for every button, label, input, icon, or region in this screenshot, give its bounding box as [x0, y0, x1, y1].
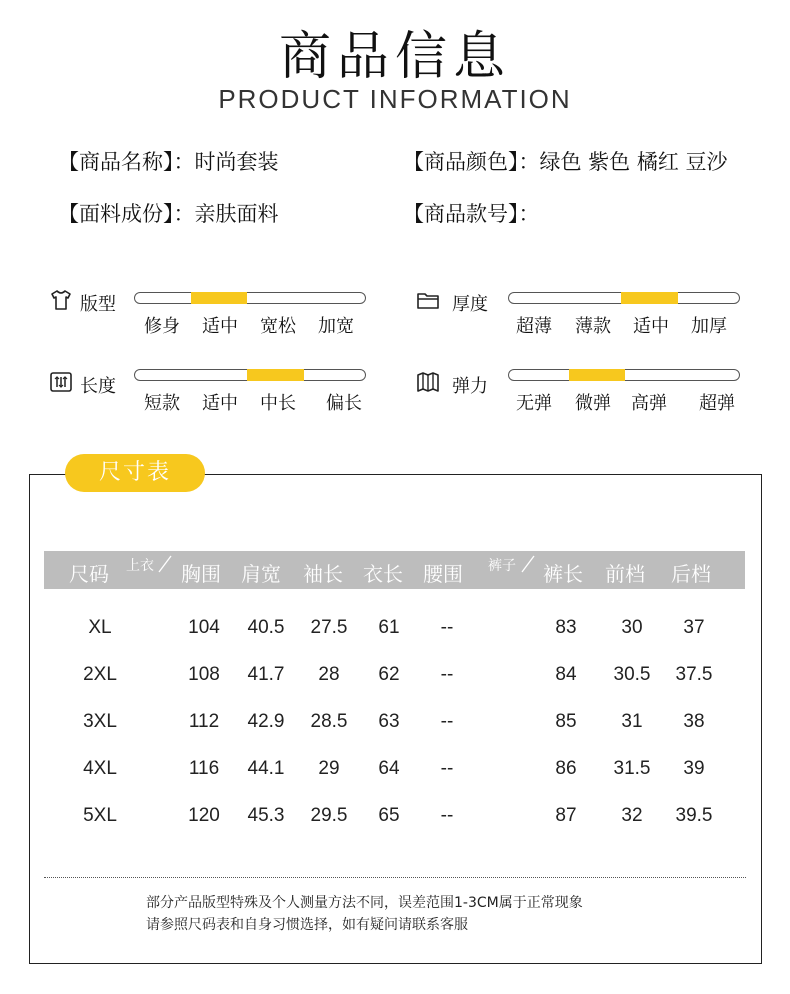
- cell-back-rise: 38: [683, 711, 705, 732]
- header-divider-slash: [521, 555, 535, 573]
- attr-thickness-level: 超薄: [516, 316, 552, 337]
- cell-back-rise: 39: [683, 758, 705, 779]
- cell-front-rise: 30.5: [613, 664, 651, 685]
- attr-length-level: 短款: [144, 393, 180, 414]
- header-top-group: 上衣: [126, 558, 154, 574]
- attr-stretch-level: 超弹: [699, 393, 735, 414]
- cell-back-rise: 39.5: [675, 805, 713, 826]
- cell-sleeve: 29: [318, 758, 340, 779]
- cell-shoulder: 44.1: [247, 758, 285, 779]
- cell-length: 63: [378, 711, 400, 732]
- attr-length-level: 偏长: [326, 393, 362, 414]
- cell-sleeve: 28: [318, 664, 340, 685]
- cell-pants-length: 84: [555, 664, 577, 685]
- note-line-2: 请参照尺码表和自身习惯选择，如有疑问请联系客服: [146, 917, 468, 933]
- cell-sleeve: 28.5: [310, 711, 348, 732]
- info-color: 【商品颜色】：绿色 紫色 橘红 豆沙: [403, 150, 728, 174]
- attr-fit-level: 宽松: [260, 316, 296, 337]
- cell-back-rise: 37: [683, 617, 705, 638]
- cell-front-rise: 32: [621, 805, 643, 826]
- cell-waist: --: [440, 758, 454, 779]
- cell-waist: --: [440, 664, 454, 685]
- attr-stretch-bar: [508, 369, 740, 381]
- header-shoulder: 肩宽: [241, 562, 281, 586]
- header-front-rise: 前档: [605, 562, 645, 586]
- attr-fit-level: 适中: [202, 316, 238, 337]
- cell-size: 5XL: [83, 805, 117, 826]
- header-size: 尺码: [69, 562, 109, 586]
- cell-size: 3XL: [83, 711, 117, 732]
- cell-back-rise: 37.5: [675, 664, 713, 685]
- cell-length: 65: [378, 805, 400, 826]
- header-pants-group: 裤子: [488, 558, 516, 574]
- cell-chest: 116: [188, 758, 220, 779]
- attr-length-indicator: [247, 369, 304, 381]
- attr-thickness-level: 薄款: [575, 316, 611, 337]
- header-divider-slash: [158, 555, 172, 573]
- header-length: 衣长: [363, 562, 403, 586]
- cell-front-rise: 30: [621, 617, 643, 638]
- cell-chest: 108: [188, 664, 220, 685]
- attr-stretch-name: 弹力: [452, 376, 488, 397]
- folder-icon: [416, 288, 440, 312]
- page-subtitle: PRODUCT INFORMATION: [218, 84, 572, 114]
- attr-thickness-level: 加厚: [691, 316, 727, 337]
- attr-stretch-level: 高弹: [631, 393, 667, 414]
- info-name: 【商品名称】：时尚套装: [58, 150, 279, 174]
- attr-stretch-level: 无弹: [516, 393, 552, 414]
- header-sleeve: 袖长: [303, 562, 343, 586]
- length-icon: [49, 370, 73, 394]
- attr-fit-level: 修身: [144, 316, 180, 337]
- attr-thickness-bar: [508, 292, 740, 304]
- tshirt-icon: [49, 288, 73, 312]
- header-chest: 胸围: [181, 562, 221, 586]
- stretch-icon: [416, 370, 440, 394]
- cell-front-rise: 31.5: [613, 758, 651, 779]
- note-line-1: 部分产品版型特殊及个人测量方法不同，误差范围1-3CM属于正常现象: [146, 895, 583, 911]
- page-title: 商品信息: [278, 27, 511, 87]
- cell-size: XL: [88, 617, 112, 638]
- header-waist: 腰围: [423, 562, 463, 586]
- cell-front-rise: 31: [621, 711, 643, 732]
- cell-length: 64: [378, 758, 400, 779]
- attr-stretch-level: 微弹: [575, 393, 611, 414]
- cell-size: 2XL: [83, 664, 117, 685]
- attr-fit-name: 版型: [80, 294, 116, 315]
- cell-pants-length: 87: [555, 805, 577, 826]
- attr-length-level: 中长: [260, 393, 296, 414]
- info-model: 【商品款号】：: [403, 202, 540, 226]
- attr-stretch-indicator: [569, 369, 625, 381]
- cell-size: 4XL: [83, 758, 117, 779]
- cell-pants-length: 83: [555, 617, 577, 638]
- attr-length-bar: [134, 369, 366, 381]
- attr-thickness-level: 适中: [633, 316, 669, 337]
- cell-length: 61: [378, 617, 400, 638]
- cell-sleeve: 27.5: [310, 617, 348, 638]
- cell-waist: --: [440, 617, 454, 638]
- attr-length-level: 适中: [202, 393, 238, 414]
- cell-pants-length: 85: [555, 711, 577, 732]
- cell-chest: 104: [188, 617, 220, 638]
- cell-shoulder: 40.5: [247, 617, 285, 638]
- cell-chest: 112: [188, 711, 220, 732]
- cell-pants-length: 86: [555, 758, 577, 779]
- attr-fit-indicator: [191, 292, 247, 304]
- header-back-rise: 后档: [671, 562, 711, 586]
- cell-waist: --: [440, 711, 454, 732]
- info-fabric: 【面料成份】：亲肤面料: [58, 202, 279, 226]
- table-divider: [44, 877, 746, 878]
- cell-length: 62: [378, 664, 400, 685]
- attr-thickness-name: 厚度: [452, 294, 488, 315]
- cell-shoulder: 42.9: [247, 711, 285, 732]
- attr-fit-bar: [134, 292, 366, 304]
- header-pants-length: 裤长: [543, 562, 583, 586]
- cell-sleeve: 29.5: [310, 805, 348, 826]
- cell-shoulder: 45.3: [247, 805, 285, 826]
- attr-thickness-indicator: [621, 292, 678, 304]
- cell-chest: 120: [188, 805, 220, 826]
- size-table-badge: 尺寸表: [65, 454, 205, 492]
- cell-shoulder: 41.7: [247, 664, 285, 685]
- attr-fit-level: 加宽: [318, 316, 354, 337]
- cell-waist: --: [440, 805, 454, 826]
- attr-length-name: 长度: [80, 376, 116, 397]
